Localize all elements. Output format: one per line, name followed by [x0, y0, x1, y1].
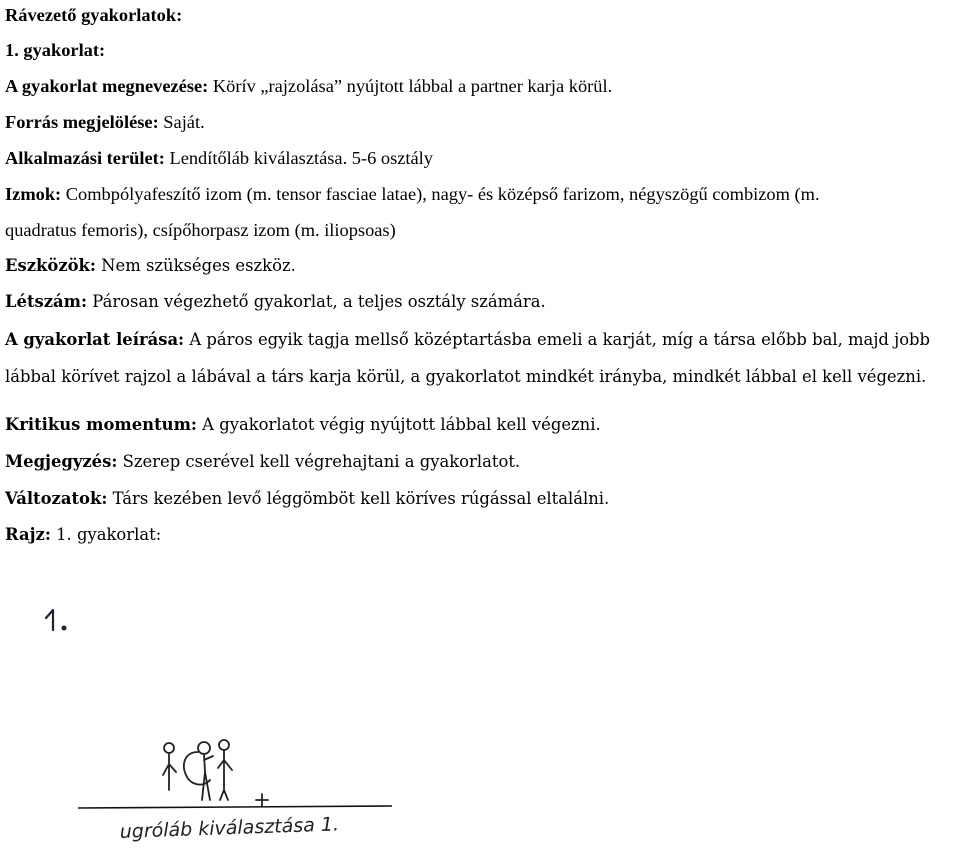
- field-exercise-name: A gyakorlat megnevezése: Körív „rajzolása” nyújtott lábbal a partner karja körül.: [5, 76, 613, 96]
- drawing-caption: Rajz: 1. gyakorlat:: [5, 525, 162, 544]
- sketch-caption: ugróláb kiválasztása 1.: [119, 813, 340, 843]
- sketch-number-label: [46, 610, 65, 630]
- document-heading: Rávezető gyakorlatok:: [5, 5, 183, 25]
- field-note: Megjegyzés: Szerep cserével kell végrehajtani a gyakorlatot.: [5, 452, 521, 471]
- field-description-continued: lábbal körívet rajzol a lábával a társ karja körül, a gyakorlatot mindkét irányba, mindkét lábbal el kell végezni.: [5, 367, 927, 386]
- stick-figures-drawing: [163, 740, 268, 806]
- field-critical-moment: Kritikus momentum: A gyakorlatot végig nyújtott lábbal kell végezni.: [5, 415, 601, 434]
- field-variations: Változatok: Társ kezében levő léggömböt kell köríves rúgással eltalálni.: [5, 489, 610, 508]
- field-headcount: Létszám: Párosan végezhető gyakorlat, a teljes osztály számára.: [5, 292, 546, 311]
- field-application-area: Alkalmazási terület: Lendítőláb kiválasztása. 5-6 osztály: [5, 148, 433, 168]
- ground-line: [78, 806, 392, 808]
- field-equipment: Eszközök: Nem szükséges eszköz.: [5, 256, 296, 275]
- field-description: A gyakorlat leírása: A páros egyik tagja mellső középtartásba emeli a karját, míg a társa előbb bal, majd jobb: [5, 330, 931, 349]
- field-muscles: Izmok: Combpólyafeszítő izom (m. tensor fasciae latae), nagy- és középső farizom, négyszögű combizom (m.: [5, 184, 820, 204]
- field-muscles-continued: quadratus femoris), csípőhorpasz izom (m. iliopsoas): [5, 220, 396, 240]
- exercise-number: 1. gyakorlat:: [5, 40, 106, 60]
- field-source: Forrás megjelölése: Saját.: [5, 112, 205, 132]
